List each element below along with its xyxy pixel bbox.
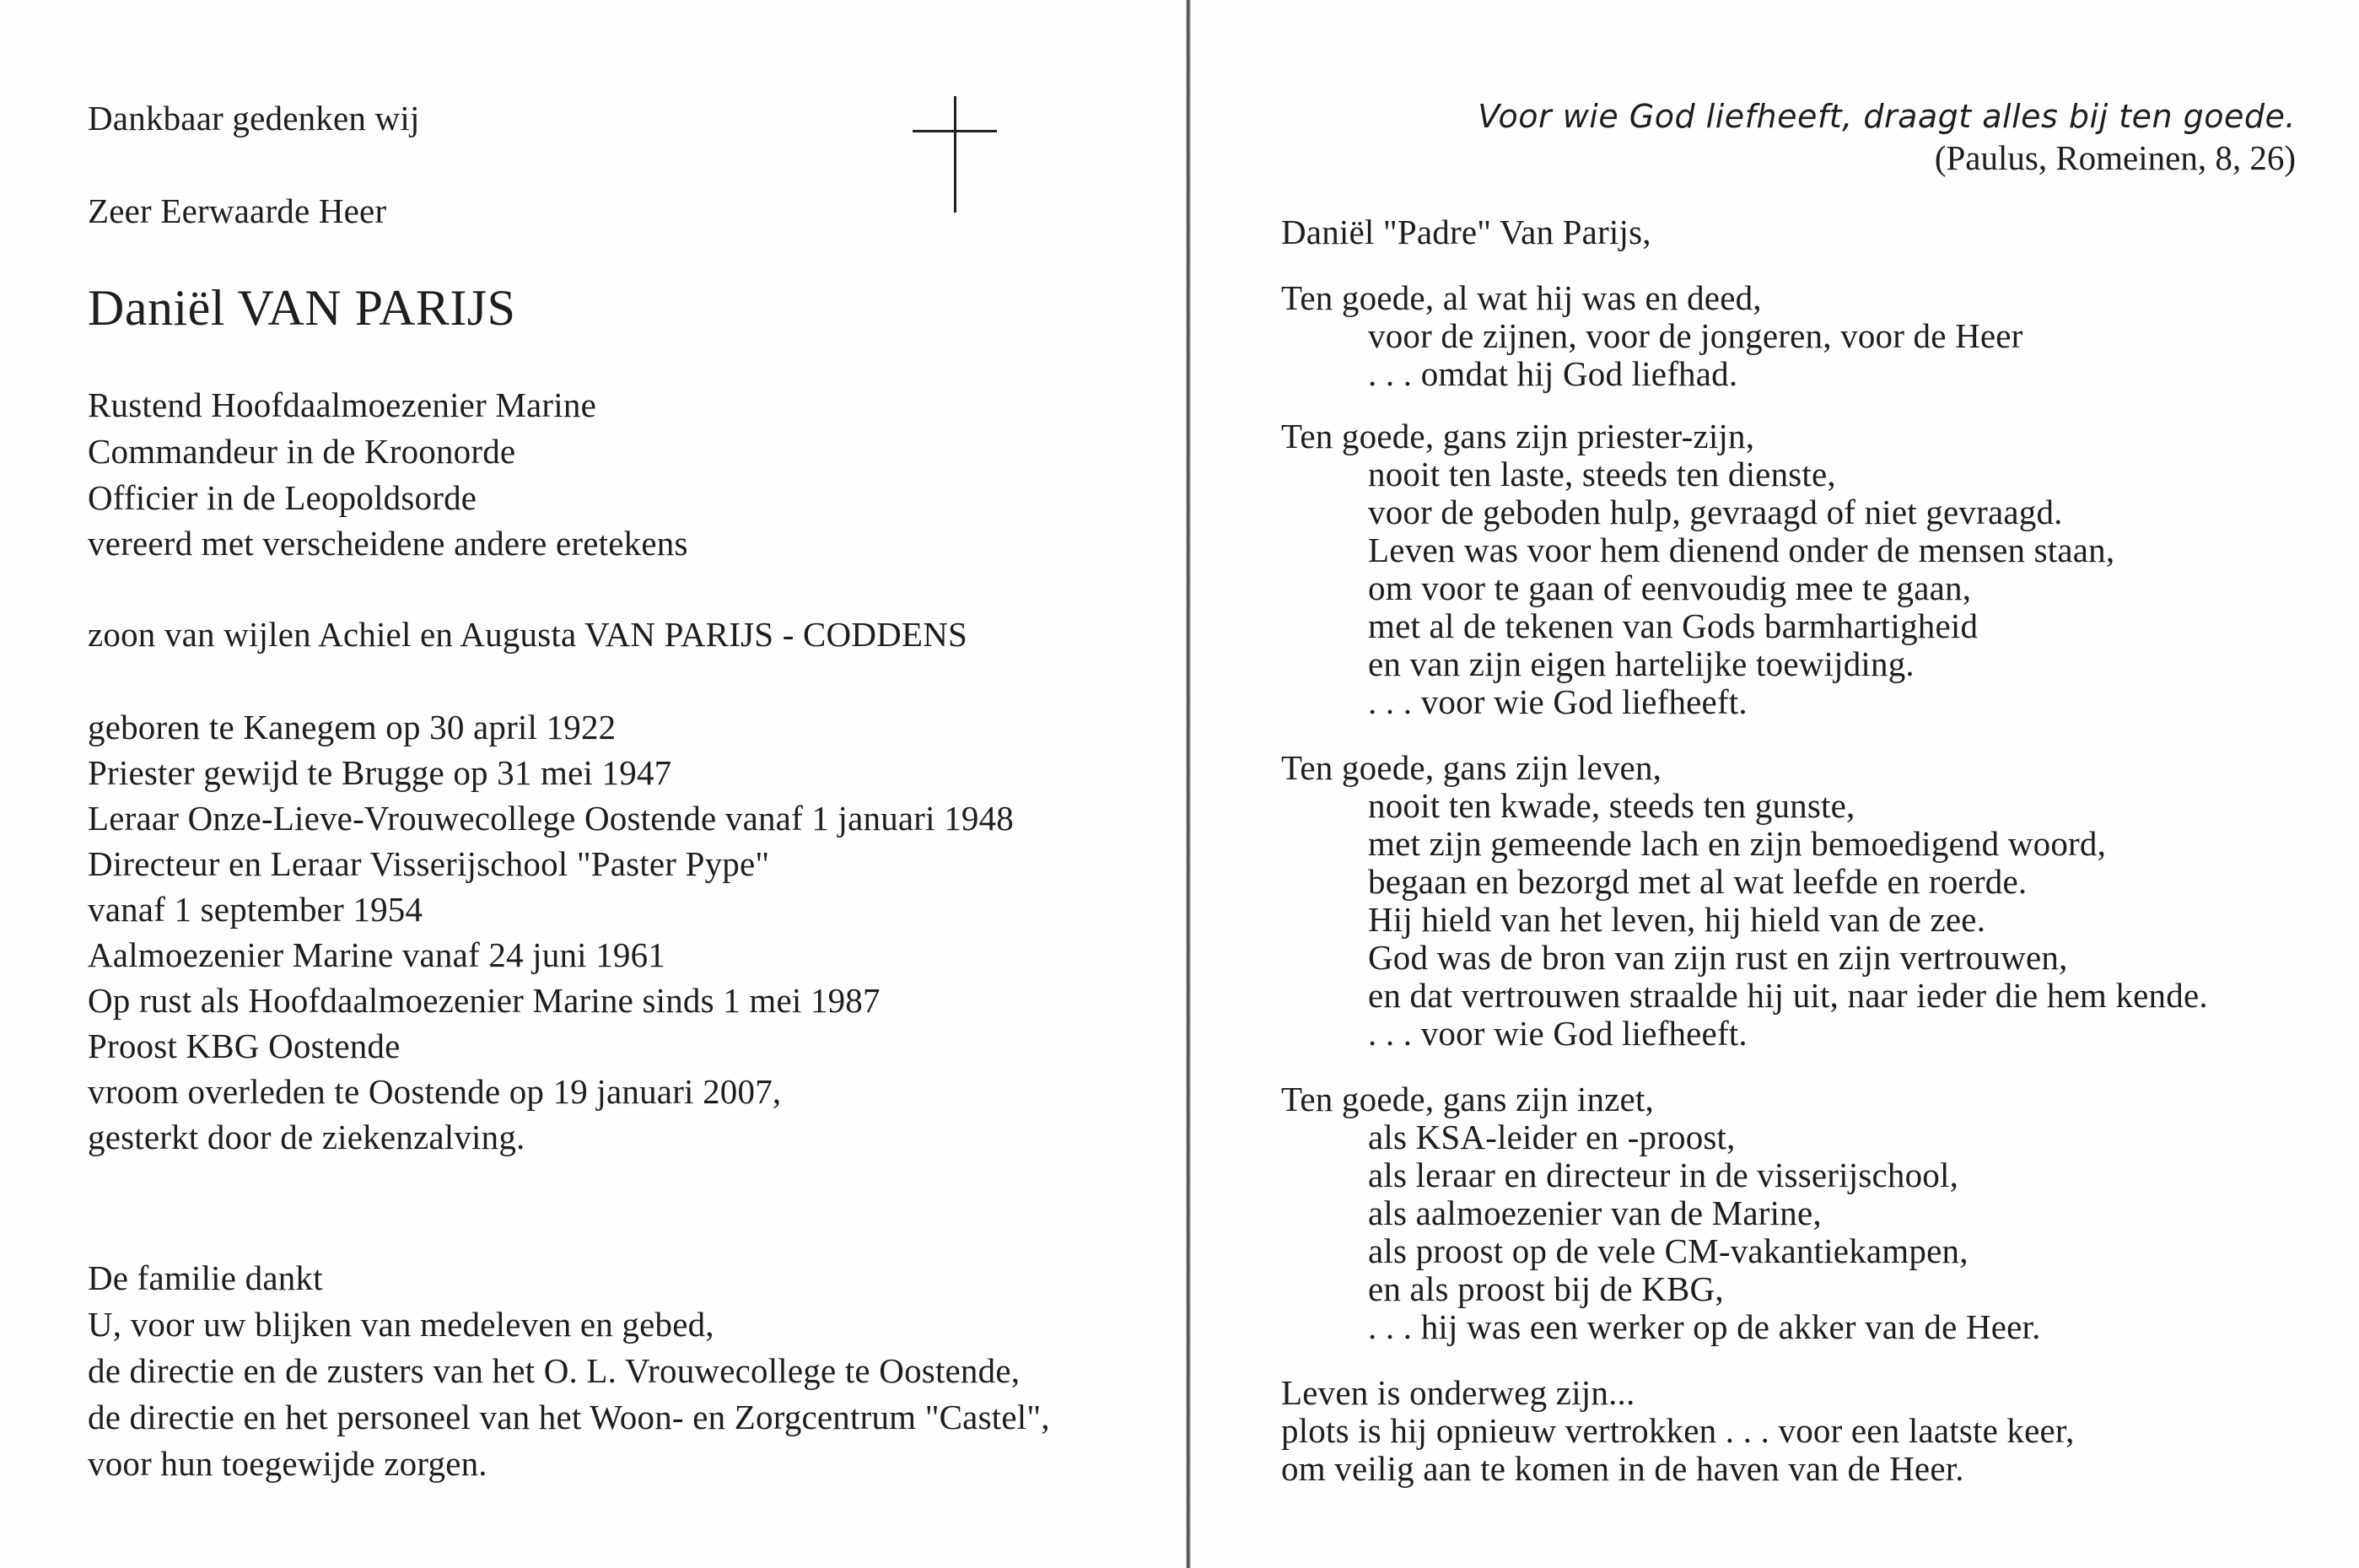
stanza-line: en als proost bij de KBG, (1368, 1269, 1724, 1308)
biography-line: Priester gewijd te Brugge op 31 mei 1947 (88, 753, 672, 792)
stanza-line: om voor te gaan of eenvoudig mee te gaan, (1368, 568, 1972, 607)
epigraph-text: Voor wie God liefheeft, draagt alles bij ten goede. (1478, 98, 2296, 135)
stanza-line: Ten goede, al wat hij was en deed, (1281, 278, 1762, 317)
biography-line: vanaf 1 september 1954 (88, 890, 423, 929)
stanza-line: Ten goede, gans zijn inzet, (1281, 1080, 1654, 1118)
salutation: Daniël "Padre" Van Parijs, (1281, 213, 1651, 251)
biography-line: Proost KBG Oostende (88, 1026, 401, 1065)
closing-line: om veilig aan te komen in de haven van de Heer. (1281, 1449, 1964, 1488)
biography-line: geboren te Kanegem op 30 april 1922 (88, 708, 617, 746)
biography-line: Leraar Onze-Lieve-Vrouwecollege Oostende vanaf 1 januari 1948 (88, 799, 1014, 838)
stanza-line: . . . omdat hij God liefhad. (1368, 354, 1738, 393)
honor-line: vereerd met verscheidene andere eretekens (88, 524, 688, 563)
stanza-line: God was de bron van zijn rust en zijn vertrouwen, (1368, 938, 2068, 977)
parents-line: zoon van wijlen Achiel en Augusta VAN PARIJS - CODDENS (88, 615, 968, 654)
thanks-line: de directie en het personeel van het Woon- en Zorgcentrum "Castel", (88, 1398, 1050, 1436)
stanza-line: met al de tekenen van Gods barmhartigheid (1368, 606, 1979, 645)
stanza-line: Leven was voor hem dienend onder de mensen staan, (1368, 531, 2115, 569)
epigraph-quote (1478, 94, 2296, 137)
stanza-line: Ten goede, gans zijn priester-zijn, (1281, 417, 1755, 455)
stanza-line: . . . voor wie God liefheeft. (1368, 1014, 1748, 1053)
stanza-line: als aalmoezenier van de Marine, (1368, 1194, 1822, 1232)
honorific-title: Zeer Eerwaarde Heer (88, 191, 387, 230)
stanza-line: nooit ten laste, steeds ten dienste, (1368, 455, 1836, 493)
stanza-line: voor de geboden hulp, gevraagd of niet gevraagd. (1368, 493, 2063, 531)
stanza-line: en van zijn eigen hartelijke toewijding. (1368, 644, 1915, 683)
stanza-line: als proost op de vele CM-vakantiekampen, (1368, 1231, 1969, 1270)
stanza-line: nooit ten kwade, steeds ten gunste, (1368, 786, 1855, 825)
stanza-line: begaan en bezorgd met al wat leefde en roerde. (1368, 862, 2028, 901)
stanza-line: met zijn gemeende lach en zijn bemoedigend woord, (1368, 824, 2107, 863)
biography-line: Directeur en Leraar Visserijschool "Paster Pype" (88, 844, 770, 883)
intro-text: Dankbaar gedenken wij (88, 99, 420, 137)
thanks-line: De familie dankt (88, 1258, 323, 1297)
closing-line: plots is hij opnieuw vertrokken . . . voor een laatste keer, (1281, 1411, 2075, 1450)
stanza-line: Hij hield van het leven, hij hield van de zee. (1368, 900, 1986, 939)
thanks-line: U, voor uw blijken van medeleven en gebed, (88, 1305, 714, 1344)
epigraph-source: (Paulus, Romeinen, 8, 26) (1934, 138, 2296, 177)
stanza-line: als KSA-leider en -proost, (1368, 1118, 1736, 1156)
stanza-line: . . . hij was een werker op de akker van de Heer. (1368, 1307, 2041, 1346)
deceased-name: Daniël VAN PARIJS (88, 280, 516, 336)
stanza-line: als leraar en directeur in de visserijschool, (1368, 1156, 1959, 1194)
stanza-line: en dat vertrouwen straalde hij uit, naar ieder die hem kende. (1368, 976, 2208, 1015)
biography-line: gesterkt door de ziekenzalving. (88, 1118, 525, 1156)
cross-icon (913, 96, 997, 213)
biography-line: Aalmoezenier Marine vanaf 24 juni 1961 (88, 935, 666, 974)
stanza-line: Ten goede, gans zijn leven, (1281, 748, 1662, 787)
honor-line: Rustend Hoofdaalmoezenier Marine (88, 385, 596, 424)
thanks-line: voor hun toegewijde zorgen. (88, 1444, 487, 1483)
stanza-line: voor de zijnen, voor de jongeren, voor de Heer (1368, 316, 2023, 355)
honor-line: Commandeur in de Kroonorde (88, 432, 516, 471)
closing-line: Leven is onderweg zijn... (1281, 1373, 1635, 1412)
stanza-line: . . . voor wie God liefheeft. (1368, 682, 1748, 721)
biography-line: vroom overleden te Oostende op 19 januari 2007, (88, 1072, 782, 1111)
honor-line: Officier in de Leopoldsorde (88, 478, 477, 517)
thanks-line: de directie en de zusters van het O. L. Vrouwecollege te Oostende, (88, 1351, 1021, 1390)
right-page (1191, 0, 2359, 1568)
biography-line: Op rust als Hoofdaalmoezenier Marine sinds 1 mei 1987 (88, 981, 881, 1020)
